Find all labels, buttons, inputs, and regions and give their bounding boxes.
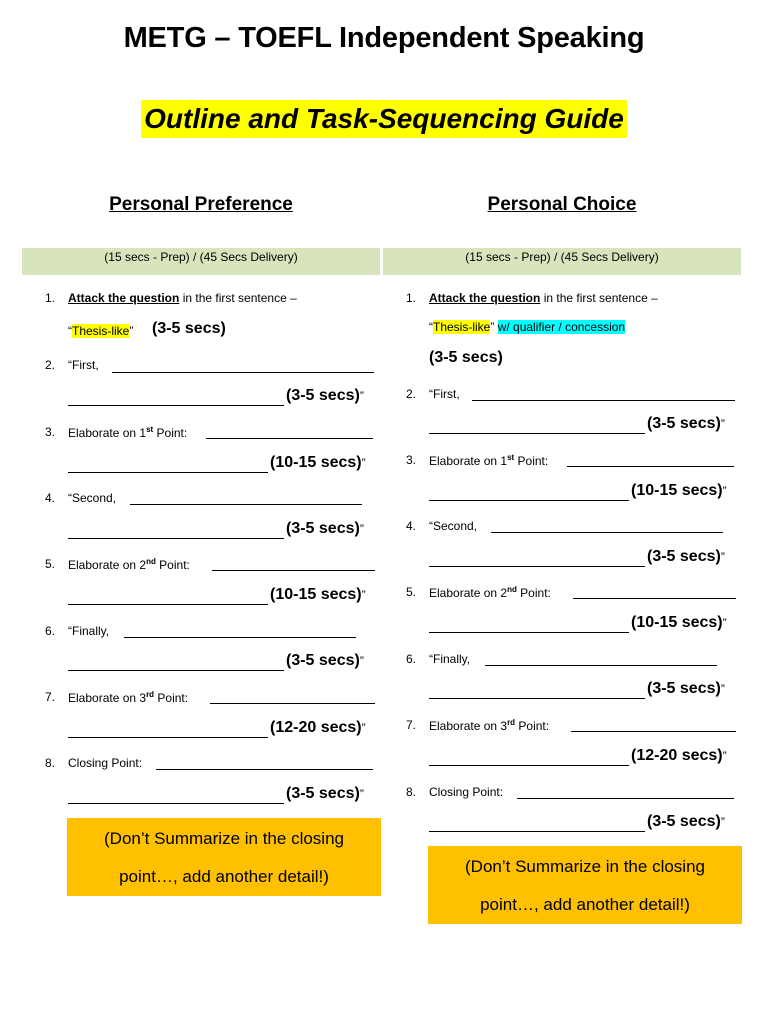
item-number: 2. <box>406 387 417 401</box>
item-number: 1. <box>406 291 417 305</box>
answer-blank[interactable] <box>68 604 268 605</box>
thesis-line: “Thesis-like” <box>68 324 134 338</box>
thesis-secs: (3-5 secs) <box>429 349 503 366</box>
item-number: 7. <box>45 690 56 704</box>
item-secs: (3-5 secs)” <box>647 813 725 830</box>
item-number: 8. <box>406 785 417 799</box>
answer-blank[interactable] <box>210 703 375 704</box>
item-number: 4. <box>45 491 56 505</box>
closing-note: (Don’t Summarize in the closing point…, add another detail!) <box>428 846 742 924</box>
answer-blank[interactable] <box>156 769 373 770</box>
item-secs: (12-20 secs)” <box>270 719 366 736</box>
timing-band-preference: (15 secs - Prep) / (45 Secs Delivery) <box>22 248 380 275</box>
item-1-line <box>429 291 658 305</box>
item-label: Elaborate on 3rd Point: <box>429 718 550 733</box>
column-heading-choice: Personal Choice <box>487 194 637 215</box>
timing-band-choice: (15 secs - Prep) / (45 Secs Delivery) <box>383 248 741 275</box>
answer-blank[interactable] <box>485 665 717 666</box>
answer-blank[interactable] <box>124 637 356 638</box>
item-1-rest: in the first sentence – <box>179 291 297 305</box>
item-secs: (10-15 secs)” <box>270 586 366 603</box>
item-secs: (10-15 secs)” <box>270 454 366 471</box>
answer-blank[interactable] <box>429 765 629 766</box>
item-secs: (3-5 secs)” <box>286 387 364 404</box>
answer-blank[interactable] <box>130 504 362 505</box>
item-label: “Finally, <box>429 652 471 666</box>
item-secs: (3-5 secs)” <box>286 785 364 802</box>
answer-blank[interactable] <box>491 532 723 533</box>
item-secs: (10-15 secs)” <box>631 614 727 631</box>
item-secs: (3-5 secs)” <box>647 415 725 432</box>
item-label: “First, <box>429 387 460 401</box>
answer-blank[interactable] <box>429 433 645 434</box>
answer-blank[interactable] <box>472 400 735 401</box>
answer-blank[interactable] <box>429 566 645 567</box>
item-label: “Finally, <box>68 624 110 638</box>
item-secs: (3-5 secs)” <box>647 680 725 697</box>
thesis-line: “Thesis-like” w/ qualifier / concession <box>429 320 626 334</box>
answer-blank[interactable] <box>429 698 645 699</box>
answer-blank[interactable] <box>571 731 736 732</box>
answer-blank[interactable] <box>429 632 629 633</box>
item-label: Closing Point: <box>429 785 504 799</box>
column-heading-preference: Personal Preference <box>109 194 293 215</box>
item-number: 3. <box>406 453 417 467</box>
item-number: 3. <box>45 425 56 439</box>
answer-blank[interactable] <box>68 405 284 406</box>
answer-blank[interactable] <box>429 500 629 501</box>
item-number: 4. <box>406 519 417 533</box>
answer-blank[interactable] <box>68 737 268 738</box>
item-secs: (10-15 secs)” <box>631 482 727 499</box>
answer-blank[interactable] <box>517 798 734 799</box>
answer-blank[interactable] <box>68 538 284 539</box>
item-number: 6. <box>45 624 56 638</box>
item-label: Elaborate on 2nd Point: <box>68 557 190 572</box>
answer-blank[interactable] <box>68 803 284 804</box>
thesis-secs: (3-5 secs) <box>152 320 226 337</box>
thesis-highlight: Thesis-like <box>72 324 130 338</box>
item-label: “Second, <box>429 519 478 533</box>
item-label: Elaborate on 2nd Point: <box>429 585 551 600</box>
answer-blank[interactable] <box>68 670 284 671</box>
item-secs: (3-5 secs)” <box>286 520 364 537</box>
item-secs: (3-5 secs)” <box>286 652 364 669</box>
item-number: 1. <box>45 291 56 305</box>
item-label: Closing Point: <box>68 756 143 770</box>
item-label: Elaborate on 1st Point: <box>429 453 549 468</box>
answer-blank[interactable] <box>429 831 645 832</box>
item-label: “Second, <box>68 491 117 505</box>
item-label: “First, <box>68 358 99 372</box>
answer-blank[interactable] <box>112 372 374 373</box>
item-number: 7. <box>406 718 417 732</box>
closing-note: (Don’t Summarize in the closing point…, add another detail!) <box>67 818 381 896</box>
answer-blank[interactable] <box>68 472 268 473</box>
item-label: Elaborate on 3rd Point: <box>68 690 189 705</box>
item-number: 8. <box>45 756 56 770</box>
qualifier-highlight: w/ qualifier / concession <box>497 320 626 334</box>
thesis-highlight: Thesis-like <box>433 320 491 334</box>
item-1-bold: Attack the question <box>68 291 180 305</box>
item-label: Elaborate on 1st Point: <box>68 425 188 440</box>
page-title: METG – TOEFL Independent Speaking <box>123 22 645 54</box>
answer-blank[interactable] <box>567 466 734 467</box>
item-number: 5. <box>406 585 417 599</box>
item-1-line <box>68 291 297 305</box>
item-secs: (12-20 secs)” <box>631 747 727 764</box>
answer-blank[interactable] <box>206 438 373 439</box>
item-number: 2. <box>45 358 56 372</box>
answer-blank[interactable] <box>573 598 736 599</box>
item-1-bold: Attack the question <box>429 291 541 305</box>
subtitle-wrap <box>0 100 768 138</box>
answer-blank[interactable] <box>212 570 375 571</box>
item-1-rest: in the first sentence – <box>540 291 658 305</box>
item-secs: (3-5 secs)” <box>647 548 725 565</box>
item-number: 5. <box>45 557 56 571</box>
page-subtitle: Outline and Task-Sequencing Guide <box>141 100 627 138</box>
item-number: 6. <box>406 652 417 666</box>
